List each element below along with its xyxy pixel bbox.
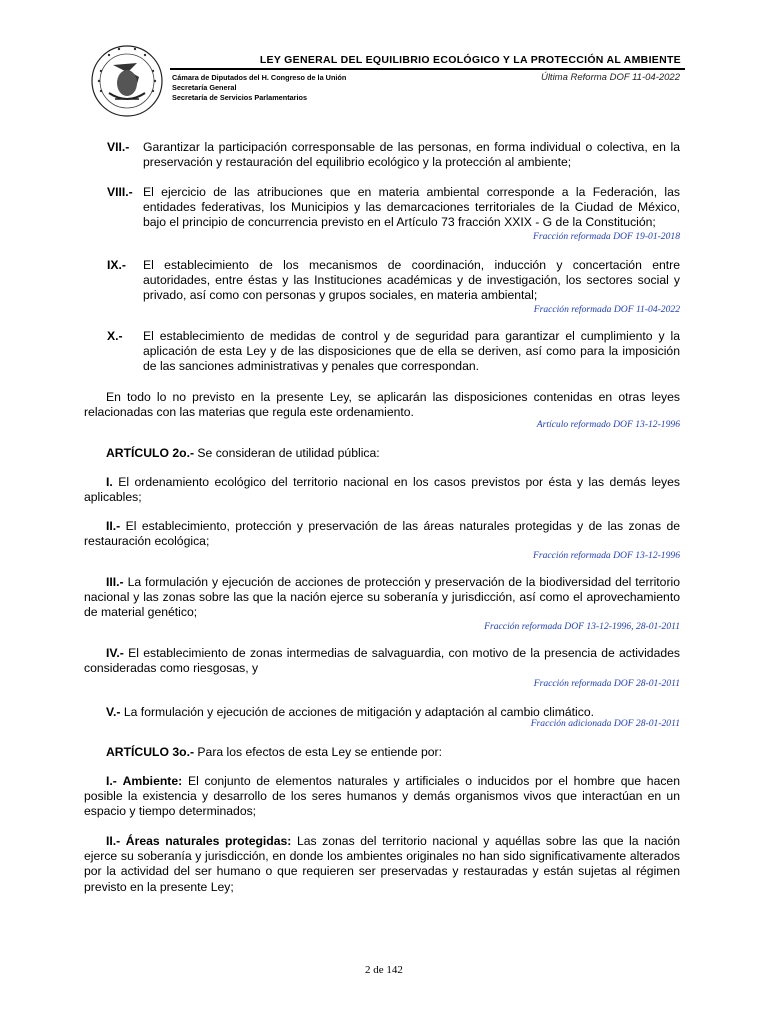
fraction-vii: [107, 140, 680, 170]
article-3-fraction-ii: [84, 834, 680, 895]
fraction-number: III.-: [106, 575, 124, 589]
fraction-number: IV.-: [106, 646, 124, 660]
fraction-number: I.: [106, 475, 113, 489]
article-2-fraction-ii: [84, 519, 680, 549]
fraction-x: [107, 329, 680, 375]
fraction-text: La formulación y ejecución de acciones de protección y preservación de la biodiversidad del territorio nacional y las zonas sobre las que la nación ejerce su soberanía y jurisdicción, así como el aprovechamiento de material genético;: [84, 575, 680, 620]
fraction-text: El establecimiento de los mecanismos de coordinación, inducción y concertación entre autoridades, entre éstas y las Instituciones académicas y de investigación, los sectores social y privado, así como con personas y grupos sociales, en materia ambiental;: [143, 258, 680, 303]
article-number: ARTÍCULO 3o.-: [106, 745, 195, 759]
fraction-number: V.-: [106, 705, 121, 719]
org-line-chamber: Cámara de Diputados del H. Congreso de la Unión: [172, 73, 347, 82]
reform-note: Fracción adicionada DOF 28-01-2011: [530, 718, 680, 729]
issuing-organization: [172, 73, 346, 103]
defined-term: Áreas naturales protegidas:: [125, 834, 292, 848]
fraction-number: II.-: [106, 519, 121, 533]
reform-note: Fracción reformada DOF 28-01-2011: [533, 678, 680, 689]
fraction-text: El establecimiento, protección y preservación de las áreas naturales protegidas y de las zonas de restauración ecológica;: [84, 519, 680, 549]
fraction-number: IX.-: [107, 258, 126, 272]
article-2-fraction-iv: [84, 646, 680, 676]
reform-note: Fracción reformada DOF 13-12-1996: [533, 550, 680, 561]
header-divider: [170, 68, 685, 70]
fraction-ix: [107, 258, 680, 304]
article-2-fraction-i: [84, 475, 680, 505]
fraction-text: El ejercicio de las atribuciones que en materia ambiental corresponde a la Federación, las entidades federativas, los Municipios y las demarcaciones territoriales de la Ciudad de México, bajo el principio de concurrencia previsto en el Artículo 73 fracción XXIX - G de la Constitución;: [143, 185, 680, 230]
fraction-text: El establecimiento de medidas de control y de seguridad para garantizar el cumplimiento y la aplicación de esta Ley y de las disposiciones que de ella se deriven, así como para la imposición de las sanciones administrativas y penales que correspondan.: [143, 329, 680, 374]
reform-note: Fracción reformada DOF 11-04-2022: [533, 304, 680, 315]
page-number: 2 de 142: [365, 964, 403, 976]
reform-note: Fracción reformada DOF 19-01-2018: [533, 231, 680, 242]
org-line-secretariat: Secretaría General: [172, 83, 237, 92]
fraction-text: El establecimiento de zonas intermedias de salvaguardia, con motivo de la presencia de actividades consideradas como riesgosas, y: [84, 646, 681, 676]
fraction-number: II.-: [106, 834, 121, 848]
reform-note: Fracción reformada DOF 13-12-1996, 28-01-2011: [484, 621, 680, 632]
fraction-number: X.-: [107, 329, 123, 343]
article-number: ARTÍCULO 2o.-: [106, 446, 195, 460]
article-2-fraction-iii: [84, 575, 680, 621]
fraction-text: Garantizar la participación corresponsable de las personas, en forma individual o colectiva, en la preservación y restauración del equilibrio ecológico y la protección al ambiente;: [143, 140, 680, 170]
fraction-number: VIII.-: [107, 185, 133, 199]
fraction-text: La formulación y ejecución de acciones de mitigación y adaptación al cambio climático.: [123, 705, 595, 719]
article-intro: Se consideran de utilidad pública:: [197, 446, 380, 460]
last-reform-date: Última Reforma DOF 11-04-2022: [540, 72, 680, 83]
article-intro: Para los efectos de esta Ley se entiende por:: [197, 745, 442, 759]
fraction-viii: [107, 185, 680, 231]
org-line-services: Secretaría de Servicios Parlamentarios: [172, 93, 308, 102]
law-title: LEY GENERAL DEL EQUILIBRIO ECOLÓGICO Y LA PROTECCIÓN AL AMBIENTE: [259, 54, 681, 66]
defined-term: Ambiente:: [122, 774, 183, 788]
national-seal-icon: [89, 41, 165, 121]
fraction-number: I.-: [106, 774, 117, 788]
closing-paragraph: En todo lo no previsto en la presente Ley, se aplicarán las disposiciones contenidas en otras leyes relacionadas con las materias que regula este ordenamiento.: [84, 390, 680, 420]
article-3-fraction-i: [84, 774, 680, 820]
article-3-heading: [84, 745, 680, 760]
definition-text: Las zonas del territorio nacional y aquéllas sobre las que la nación ejerce su soberanía y jurisdicción, en donde los ambientes originales no han sido significativamente alterados por la actividad del ser humano o que requieren ser preservadas y restauradas y están sujetas al régimen previsto en la presente Ley;: [84, 834, 681, 894]
fraction-text: El ordenamiento ecológico del territorio nacional en los casos previstos por ésta y las demás leyes aplicables;: [84, 475, 681, 505]
article-reform-note: Artículo reformado DOF 13-12-1996: [536, 419, 680, 430]
fraction-number: VII.-: [107, 140, 130, 154]
definition-text: El conjunto de elementos naturales y artificiales o inducidos por el hombre que hacen posible la existencia y desarrollo de los seres humanos y demás organismos vivos que interactúan en un espacio y tiempo determinados;: [84, 774, 680, 819]
article-2-heading: [84, 446, 680, 461]
